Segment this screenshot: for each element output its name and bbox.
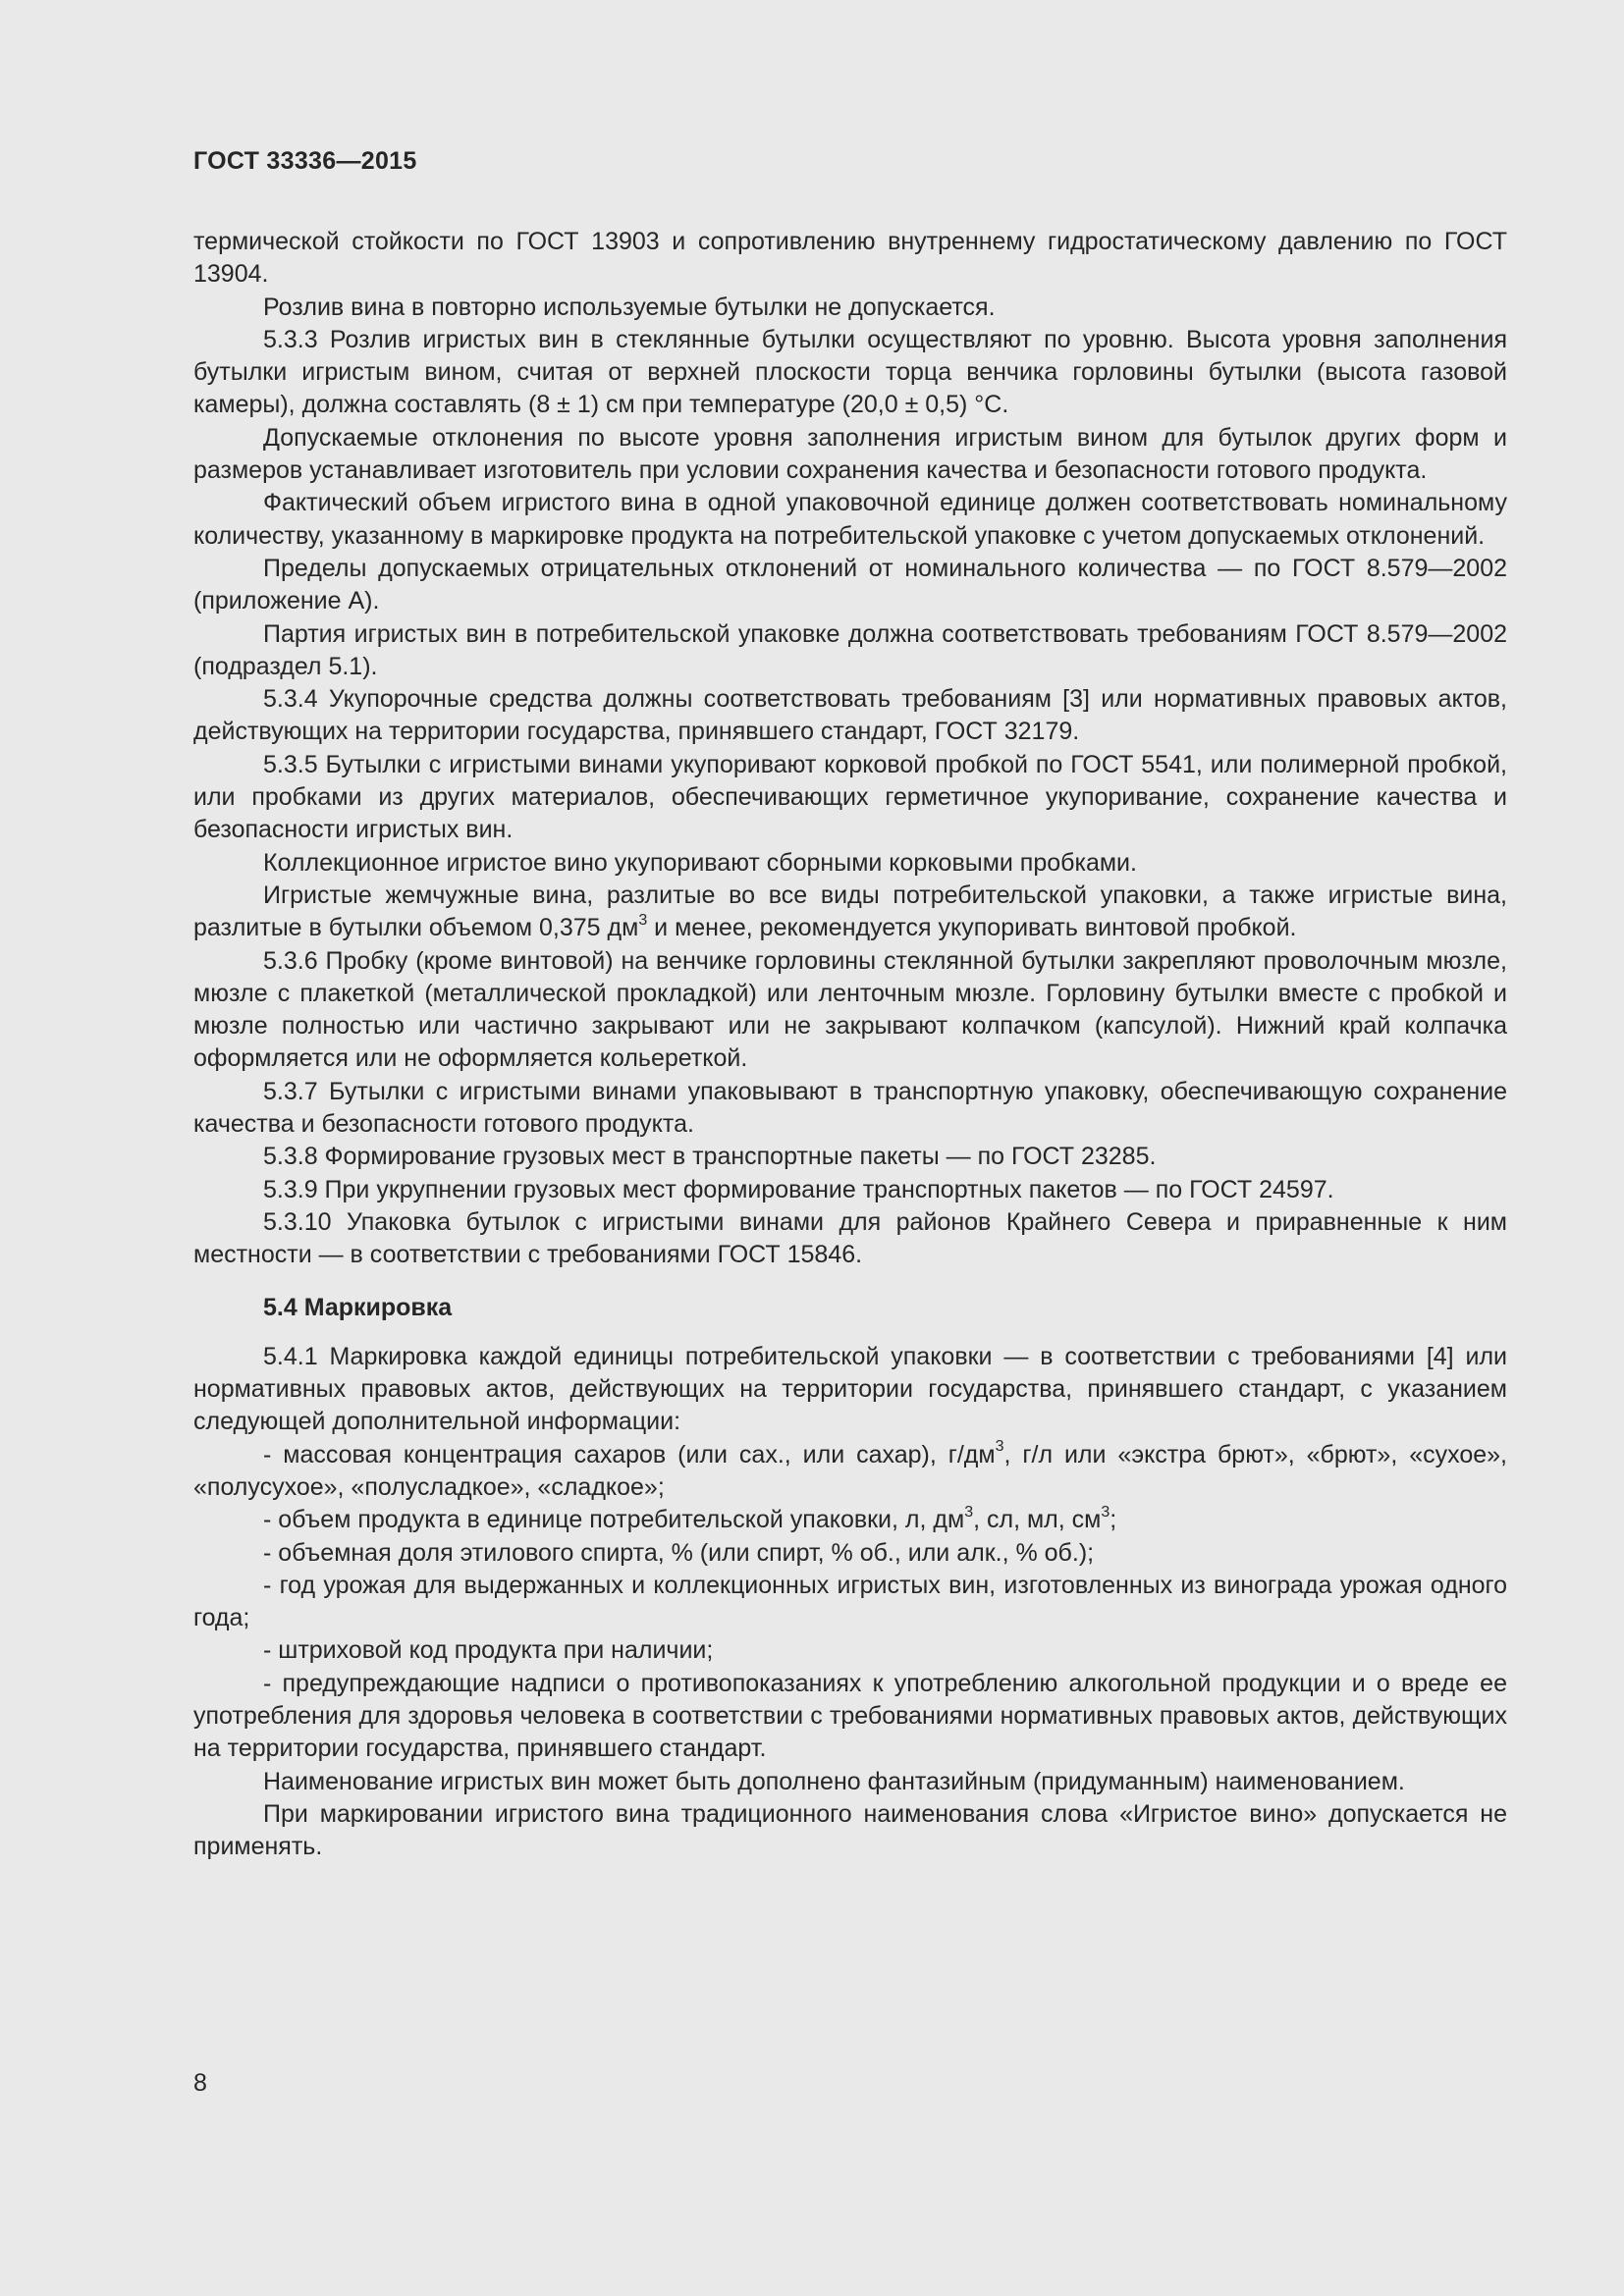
list-item: - год урожая для выдержанных и коллекционных игристых вин, изготовленных из винограда урожая одного года;	[193, 1571, 1507, 1632]
paragraph: 5.4.1 Маркировка каждой единицы потребительской упаковки — в соответствии с требованиями [4] или нормативных правовых актов, действующих на территории государства, принявшего стандарт, с указанием следующей дополнительной информации:	[193, 1342, 1507, 1436]
paragraph: 5.3.8 Формирование грузовых мест в транспортные пакеты — по ГОСТ 23285.	[263, 1143, 1157, 1171]
paragraph: При маркировании игристого вина традиционного наименования слова «Игристое вино» допускается не применять.	[193, 1799, 1507, 1861]
paragraph: Розлив вина в повторно используемые бутылки не допускается.	[263, 293, 996, 321]
text-run: и менее, рекомендуется укупоривать винтовой пробкой.	[647, 914, 1297, 942]
paragraph: Наименование игристых вин может быть дополнено фантазийным (придуманным) наименованием.	[263, 1767, 1405, 1795]
paragraph: 5.3.4 Укупорочные средства должны соответствовать требованиям [3] или нормативных правовых актов, действующих на территории государства, принявшего стандарт, ГОСТ 32179.	[193, 685, 1507, 746]
list-item: - объемная доля этилового спирта, % (или спирт, % об., или алк., % об.);	[263, 1538, 1095, 1567]
superscript: 3	[995, 1438, 1004, 1456]
document-body	[193, 226, 1507, 1864]
superscript: 3	[964, 1503, 974, 1521]
paragraph: 5.3.7 Бутылки с игристыми винами упаковывают в транспортную упаковку, обеспечивающую сохранение качества и безопасности готового продукта.	[193, 1077, 1507, 1139]
paragraph: 5.3.10 Упаковка бутылок с игристыми винами для районов Крайнего Севера и приравненные к ним местности — в соответствии с требованиями ГОСТ 15846.	[193, 1207, 1507, 1269]
paragraph: Партия игристых вин в потребительской упаковке должна соответствовать требованиям ГОСТ 8.579—2002 (подраздел 5.1).	[193, 619, 1507, 680]
superscript: 3	[1101, 1503, 1110, 1521]
text-run: , г/л или «экстра брют», «брют», «сухое», «полусухое», «полусладкое», «сладкое»;	[193, 1440, 1507, 1501]
paragraph: Фактический объем игристого вина в одной упаковочной единице должен соответствовать номинальному количеству, указанному в маркировке продукта на потребительской упаковке с учетом допускаемых отклонений.	[193, 489, 1507, 550]
paragraph: термической стойкости по ГОСТ 13903 и сопротивлению внутреннему гидростатическому давлению по ГОСТ 13904.	[193, 228, 1507, 289]
list-item: - предупреждающие надписи о противопоказаниях к употреблению алкогольной продукции и о вреде ее употребления для здоровья человека в соответствии с требованиями нормативных правовых актов, действующих на территории государства, принявшего стандарт.	[193, 1669, 1507, 1763]
paragraph: Допускаемые отклонения по высоте уровня заполнения игристым вином для бутылок других форм и размеров устанавливает изготовитель при условии сохранения качества и безопасности готового продукта.	[193, 423, 1507, 485]
list-item: - штриховой код продукта при наличии;	[263, 1636, 714, 1665]
text-run: , сл, мл, см	[973, 1506, 1102, 1534]
text-run: Игристые жемчужные вина, разлитые во все виды потребительской упаковки, а также игристые вина, разлитые в бутылки объемом 0,375 дм	[193, 881, 1507, 942]
paragraph: Коллекционное игристое вино укупоривают сборными корковыми пробками.	[263, 848, 1137, 877]
paragraph	[193, 880, 1507, 945]
list-item	[193, 1504, 1507, 1536]
list-item	[193, 1439, 1507, 1505]
paragraph: 5.3.5 Бутылки с игристыми винами укупоривают корковой пробкой по ГОСТ 5541, или полимерной пробкой, или пробками из других материалов, обеспечивающих герметичное укупоривание, сохранение качества и безопасности игристых вин.	[193, 750, 1507, 844]
paragraph: 5.3.3 Розлив игристых вин в стеклянные бутылки осуществляют по уровню. Высота уровня заполнения бутылки игристым вином, считая от верхней плоскости торца венчика горловины бутылки (высота газовой камеры), должна составлять (8 ± 1) см при температуре (20,0 ± 0,5) °С.	[193, 325, 1507, 419]
paragraph: 5.3.9 При укрупнении грузовых мест формирование транспортных пакетов — по ГОСТ 24597.	[263, 1175, 1334, 1203]
paragraph: Пределы допускаемых отрицательных отклонений от номинального количества — по ГОСТ 8.579—2002 (приложение А).	[193, 554, 1507, 615]
paragraph: 5.3.6 Пробку (кроме винтовой) на венчике горловины стеклянной бутылки закрепляют проволочным мюзле, мюзле с плакеткой (металлической прокладкой) или ленточным мюзле. Горловину бутылки вместе с пробкой и мюзле полностью или частично закрывают или не закрывают колпачком (капсулой). Нижний край колпачка оформляется или не оформляется кольереткой.	[193, 946, 1507, 1073]
text-run: - массовая концентрация сахаров (или сах., или сахар), г/дм	[263, 1440, 996, 1468]
text-run: ;	[1110, 1506, 1117, 1534]
section-heading: 5.4 Маркировка	[263, 1293, 453, 1321]
page-number: 8	[193, 2069, 207, 2097]
text-run: - объем продукта в единице потребительской упаковки, л, дм	[263, 1506, 965, 1534]
superscript: 3	[638, 911, 648, 929]
document-header: ГОСТ 33336—2015	[193, 147, 417, 175]
